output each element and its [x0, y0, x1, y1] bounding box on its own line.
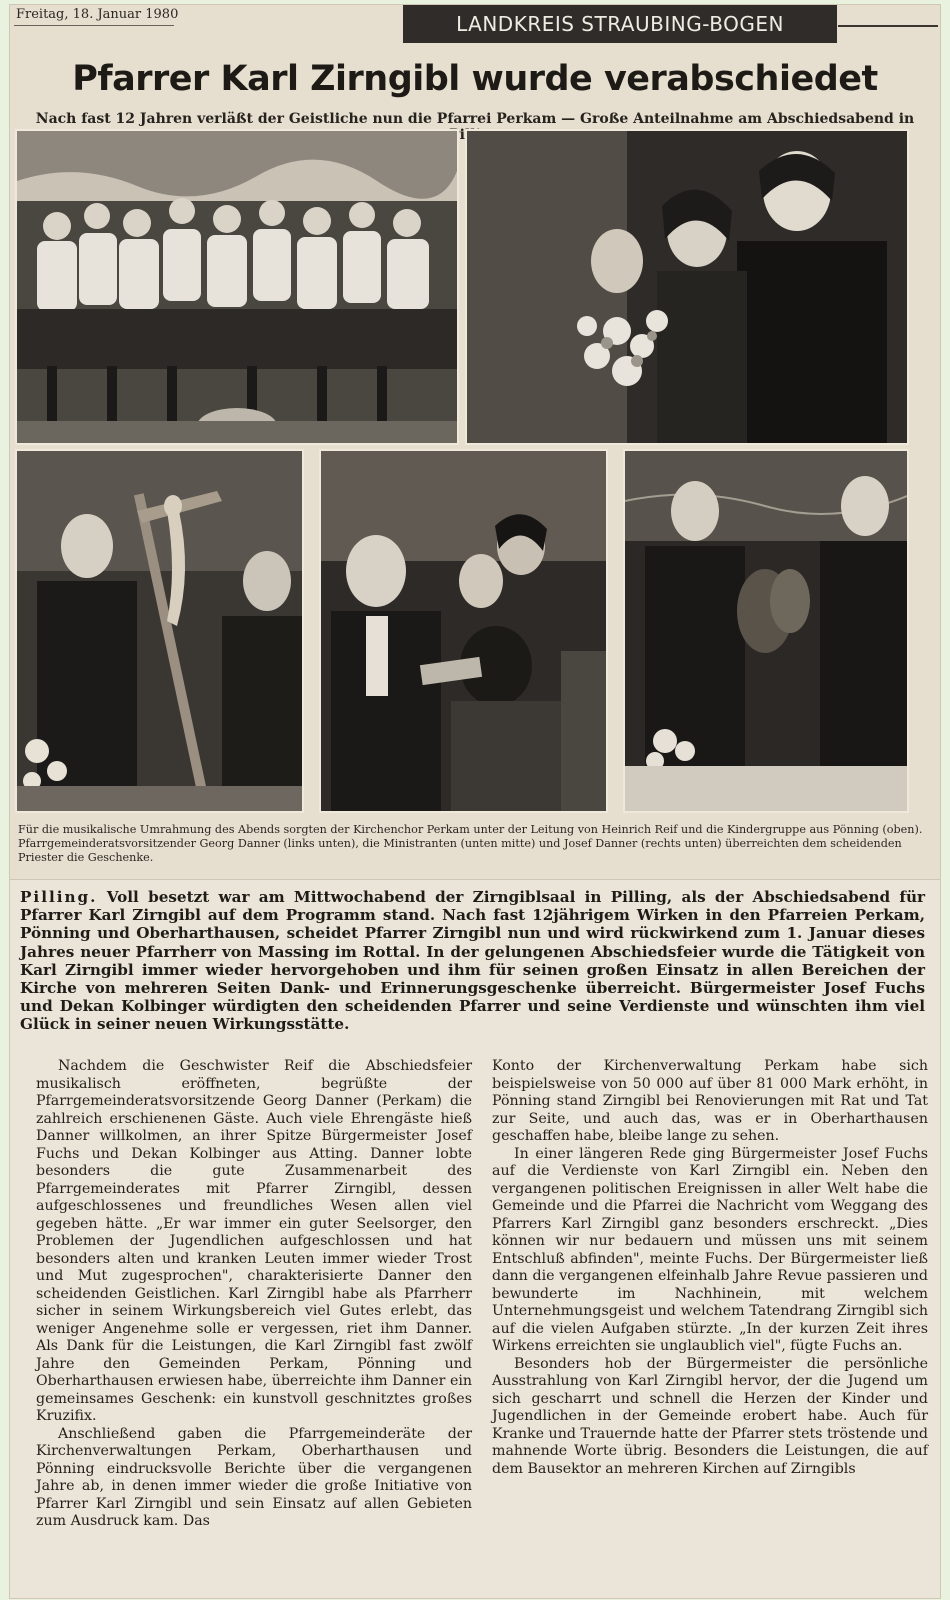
photo-ministrants — [319, 449, 608, 813]
body-column-right — [492, 1058, 928, 1531]
section-banner: LANDKREIS STRAUBING-BOGEN — [403, 5, 837, 43]
lead-text: Voll besetzt war am Mittwochabend der Zirngiblsaal in Pilling, als der Abschiedsabend für Pfarrer Karl Zirngibl auf dem Programm stand. Nach fast 12jährigem Wirken in den Pfarreien Perkam, Pönning und Oberharthausen, scheidet Pfarrer Zirngibl nun und wird rückwirkend zum 1. Januar dieses Jahres neuer Pfarrherr von Massing im Rottal. In der gelungenen Abschiedsfeier wurde die Tätigkeit von Karl Zirngibl immer wieder hervorgehoben und ihm für seinen großen Einsatz in allen Bereichen der Kirche von mehreren Seiten Dank- und Erinnerungsgeschenke überreicht. Bürgermeister Josef Fuchs und Dekan Kolbinger würdigten den scheidenden Pfarrer und seine Verdienste und wünschten ihm viel Glück in seiner neuen Wirkungsstätte. — [20, 888, 925, 1034]
photo-children-flowers — [465, 129, 909, 445]
body-paragraph: Konto der Kirchenverwaltung Perkam habe sich beispielsweise von 50 000 auf über 81 000 Mark erhöht, in Pönning stand Zirngibl bei Renovierungen mit Rat und Tat zur Seite, und auch das, was er in Oberharthausen geschaffen habe, bleibe lange zu sehen. — [492, 1058, 928, 1144]
body-paragraph: In einer längeren Rede ging Bürgermeister Josef Fuchs auf die Verdienste von Karl Zirngibl ein. Neben den vergangenen politischen Ereignissen in aller Welt habe die Gemeinde und die Pfarrei die Nachricht vom Weggang des Pfarrers Karl Zirngibl ganz besonders erschreckt. „Dies können wir nur bedauern und müssen uns mit seinem Entschluß abfinden", meinte Fuchs. Der Bürgermeister ließ dann die vergangenen elfeinhalb Jahre Revue passieren und bewunderte im Nachhinein, mit welchem Unternehmungsgeist und welchem Tatendrang Zirngibl sich auf die vielen Aufgaben stürzte. „In der kurzen Zeit ihres Wirkens erreichten sie unglaublich viel", fügte Fuchs an. — [492, 1145, 928, 1354]
body-paragraph: Nachdem die Geschwister Reif die Abschiedsfeier musikalisch eröffneten, begrüßte der Pfarrgemeinderatsvorsitzende Georg Danner (Perkam) die zahlreich erschienenen Gäste. Auch viele Ehrengäste hieß Danner willkolmen, an ihrer Spitze Bürgermeister Josef Fuchs und Dekan Kolbinger aus Atting. Danner lobte besonders die gute Zusammenarbeit des Pfarrgemeinderates mit Pfarrer Zirngibl, dessen aufgeschlossenes und freundliches Wesen allen viel gegeben hätte. „Er war immer ein guter Seelsorger, den Problemen der Jugendlichen aufgeschlossen und hat besonders alten und kranken Leuten immer wieder Trost und Mut zugesprochen", charakterisierte Danner den scheidenden Geistlichen. Karl Zirngibl habe als Pfarrherr sicher in seinem Wirkungsbereich viel Gutes erlebt, das weniger Angenehme solle er vergessen, riet ihm Danner. Als Dank für die Leistungen, die Karl Zirngibl fast zwölf Jahre den Gemeinden Perkam, Pönning und Oberharthausen erwiesen habe, überreichte ihm Danner ein gemeinsames Geschenk: ein kunstvoll geschnitztes großes Kruzifix. — [36, 1058, 473, 1424]
dateline: Freitag, 18. Januar 1980 — [16, 7, 179, 22]
photo-gift-handover — [623, 449, 909, 813]
subheadline: Nach fast 12 Jahren verläßt der Geistliche nun die Pfarrei Perkam — Große Anteilnahme am Abschiedsabend in — [35, 111, 915, 127]
header-rule-right — [838, 25, 938, 27]
body-paragraph: Anschließend gaben die Pfarrgemeinderäte der Kirchenverwaltungen Perkam, Oberharthausen und Pönning eindrucksvolle Berichte über die vergangenen Jahre ab, in denen immer wieder die große Initiative von Pfarrer Karl Zirngibl und sein Einsatz auf allen Gebieten zum Ausdruck kam. Das — [36, 1425, 472, 1529]
headline: Pfarrer Karl Zirngibl wurde verabschiedet — [72, 59, 878, 99]
photo-choir — [15, 129, 459, 445]
body-column-left — [36, 1058, 472, 1531]
clipping-top — [10, 5, 940, 895]
photo-caption: Für die musikalische Umrahmung des Abends sorgten der Kirchenchor Perkam unter der Leitung von Heinrich Reif und die Kindergruppe aus Pönning (oben). Pfarrgemeinderatsvorsitzender Georg Danner (links unten), die Ministranten (unten mitte) und Josef Danner (rechts unten) überreichten dem scheidenden Priester die Geschenke. — [18, 823, 923, 864]
photo-crucifix — [15, 449, 304, 813]
body-paragraph: Besonders hob der Bürgermeister die persönliche Ausstrahlung von Karl Zirngibl hervor, der die Jugend um sich gescharrt und schnell die Herzen der Kinder und Jugendlichen in der Gemeinde erobert habe. Auch für Kranke und Trauernde hatte der Pfarrer stets tröstende und mahnende Worte übrig. Besonders die Leistungen, die auf dem Bausektor an mehreren Kirchen auf Zirngibls — [492, 1355, 928, 1477]
header-rule-left — [14, 25, 174, 26]
lead-paragraph — [20, 888, 925, 1034]
body-columns — [36, 1058, 928, 1531]
clipping-bottom — [10, 880, 940, 1598]
lead-place: Pilling. — [20, 888, 98, 906]
